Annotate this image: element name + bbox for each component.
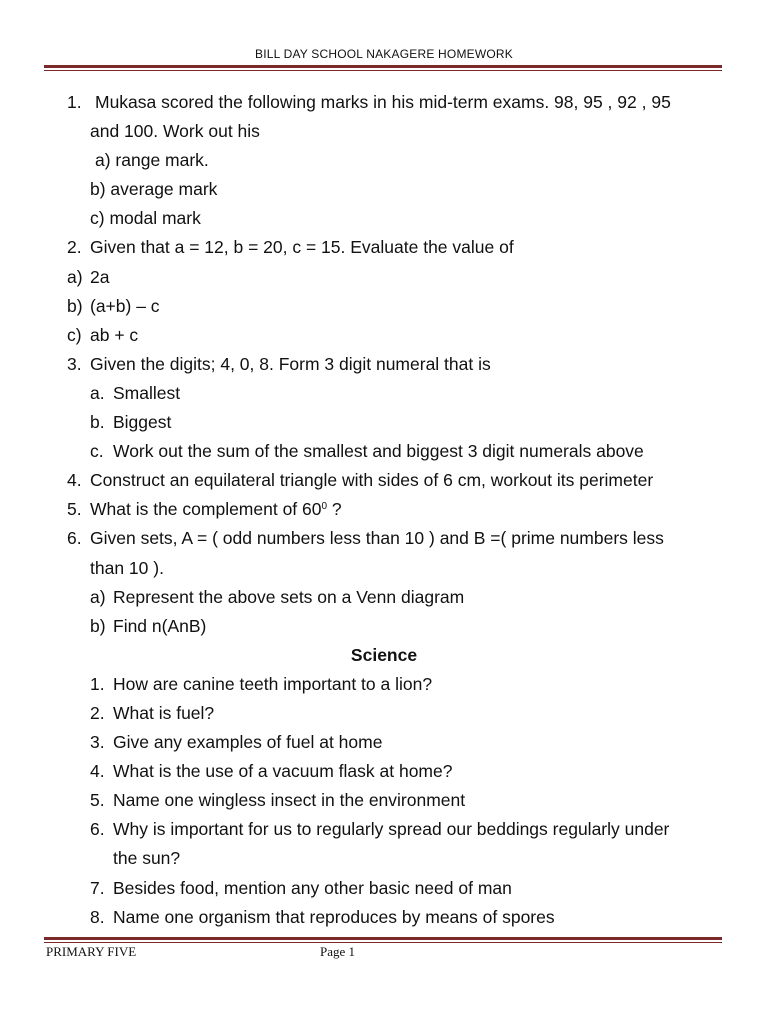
homework-content xyxy=(0,88,768,932)
question-text: Mukasa scored the following marks in his mid-term exams. 98, 95 , 92 , 95 xyxy=(95,92,671,112)
question-number: 3. xyxy=(90,732,105,753)
question-number: 1. xyxy=(90,673,105,694)
science-question xyxy=(0,728,768,757)
question-number: 7. xyxy=(90,877,105,898)
question-text: Given that a = 12, b = 20, c = 15. Evaluate the value of xyxy=(90,237,514,258)
question-number: 2. xyxy=(90,702,105,723)
question-text-continued: than 10 ). xyxy=(90,557,164,578)
science-question xyxy=(0,786,768,815)
question-number: 2. xyxy=(67,237,82,258)
footer-rule xyxy=(44,937,722,943)
footer-class-label: PRIMARY FIVE xyxy=(46,944,137,959)
question-text: Given the digits; 4, 0, 8. Form 3 digit numeral that is xyxy=(90,353,491,374)
question-number: 3. xyxy=(67,353,82,374)
question-text-end: ? xyxy=(327,499,342,520)
sub-question-label: a. xyxy=(90,382,105,403)
sub-question-label: c. xyxy=(90,441,104,462)
question-5 xyxy=(0,495,768,524)
science-question xyxy=(0,757,768,786)
sub-question-label: c) xyxy=(67,324,82,345)
question-text: Name one organism that reproduces by means of spores xyxy=(113,906,555,927)
page-header: BILL DAY SCHOOL NAKAGERE HOMEWORK xyxy=(255,47,513,61)
question-1 xyxy=(0,88,768,117)
question-text-continued: and 100. Work out his xyxy=(90,121,260,142)
question-number: 6. xyxy=(67,528,82,549)
question-number: 6. xyxy=(90,819,105,840)
question-number: 5. xyxy=(90,790,105,811)
question-text: Besides food, mention any other basic need of man xyxy=(113,877,512,898)
question-3 xyxy=(0,350,768,379)
science-question xyxy=(0,874,768,903)
science-question xyxy=(0,699,768,728)
science-question xyxy=(0,670,768,699)
sub-question: c) modal mark xyxy=(90,208,201,229)
question-number: 8. xyxy=(90,906,105,927)
question-text: What is the use of a vacuum flask at home? xyxy=(113,761,453,782)
question-text: Name one wingless insect in the environment xyxy=(113,790,466,811)
sub-question: Biggest xyxy=(113,412,172,433)
question-number: 5. xyxy=(67,499,82,520)
sub-question: Find n(AnB) xyxy=(113,615,207,636)
question-text: How are canine teeth important to a lion? xyxy=(113,673,433,694)
section-heading-science: Science xyxy=(350,644,418,665)
sub-question-label: b) xyxy=(90,615,106,636)
science-question xyxy=(0,903,768,932)
sub-question: Represent the above sets on a Venn diagram xyxy=(113,586,465,607)
degree-superscript: 0 xyxy=(321,501,328,513)
question-text: Give any examples of fuel at home xyxy=(113,732,383,753)
question-text: Why is important for us to regularly spread our beddings regularly under xyxy=(113,819,670,840)
sub-question: b) average mark xyxy=(90,179,218,200)
question-text-continued: the sun? xyxy=(113,848,181,869)
question-text: Given sets, A = ( odd numbers less than 10 ) and B =( prime numbers less xyxy=(90,528,664,549)
question-number: 4. xyxy=(90,761,105,782)
question-text: Construct an equilateral triangle with sides of 6 cm, workout its perimeter xyxy=(90,470,654,491)
question-number: 1. xyxy=(67,92,82,112)
header-rule xyxy=(44,65,722,71)
sub-question: Smallest xyxy=(113,382,181,403)
sub-question: ab + c xyxy=(90,324,139,345)
page-number: Page 1 xyxy=(320,944,356,959)
sub-question: 2a xyxy=(90,266,110,287)
question-number: 4. xyxy=(67,470,82,491)
sub-question-label: b) xyxy=(67,295,83,316)
question-4 xyxy=(0,466,768,495)
sub-question-label: b. xyxy=(90,412,105,433)
question-text: What is the complement of 60 xyxy=(90,499,322,520)
sub-question: a) range mark. xyxy=(95,150,209,171)
sub-question-label: a) xyxy=(90,586,106,607)
question-2 xyxy=(0,233,768,262)
sub-question-label: a) xyxy=(67,266,83,287)
science-question xyxy=(0,815,768,844)
sub-question: Work out the sum of the smallest and biggest 3 digit numerals above xyxy=(113,441,644,462)
question-text: What is fuel? xyxy=(113,702,215,723)
question-6 xyxy=(0,524,768,553)
sub-question: (a+b) – c xyxy=(90,295,160,316)
